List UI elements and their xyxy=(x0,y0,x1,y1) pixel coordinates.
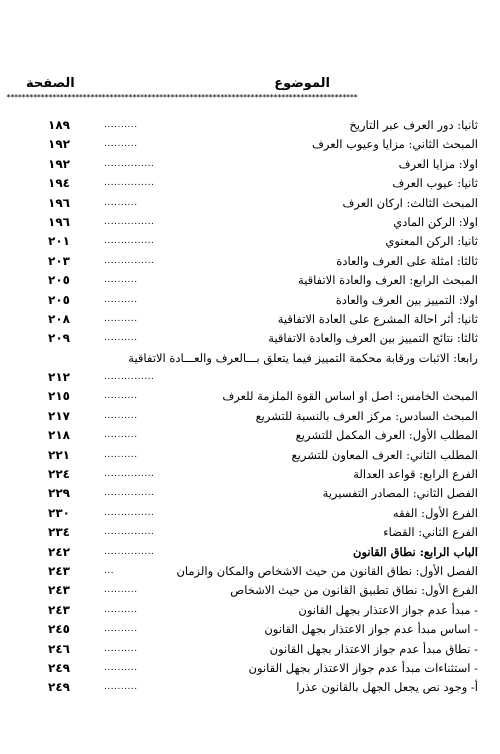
toc-entry-page-number: ٢٢١ xyxy=(48,447,70,462)
toc-entry xyxy=(0,581,500,600)
toc-entry-topic: الفرع الأول: الفقه xyxy=(392,505,478,520)
toc-entry-topic: المبحث الرابع: العرف والعادة الاتفاقية xyxy=(298,273,478,288)
toc-header xyxy=(24,72,480,94)
toc-entry-topic: اولا: مزايا العرف xyxy=(398,156,478,171)
toc-entry xyxy=(0,329,500,348)
toc-entry xyxy=(0,135,500,154)
topic-column-heading: الموضوع xyxy=(274,76,330,91)
toc-entry-page-number: ٢١٢ xyxy=(48,370,70,385)
toc-entry xyxy=(0,562,500,581)
toc-entry-topic: - استثناءات مبدأ عدم جواز الاعتذار بجهل القانون xyxy=(248,660,478,675)
toc-entry-topic: الفرع الثاني: القضاء xyxy=(383,525,478,540)
toc-entry-topic: المبحث الخامس: اصل او اساس القوة الملزمة للعرف xyxy=(222,389,478,404)
toc-entry xyxy=(0,310,500,329)
toc-entry xyxy=(0,174,500,193)
dot-leader: .......... xyxy=(104,197,138,208)
toc-entry xyxy=(0,155,500,174)
dot-leader: .......... xyxy=(104,643,138,654)
dot-leader: .......... xyxy=(104,430,138,441)
toc-entry-page-number: ٢٠٣ xyxy=(48,253,70,268)
toc-list xyxy=(0,116,500,698)
dot-leader: .......... xyxy=(104,604,138,615)
dot-leader: ............... xyxy=(104,236,155,247)
toc-entry xyxy=(0,543,500,562)
dot-leader: .......... xyxy=(104,585,138,596)
toc-entry-page-number: ٢٠٩ xyxy=(48,331,70,346)
toc-entry-topic: المطلب الأول: العرف المكمل للتشريع xyxy=(295,428,478,443)
toc-entry-page-number: ٢٤٢ xyxy=(48,544,70,559)
toc-entry xyxy=(0,349,500,388)
dot-leader: .......... xyxy=(104,391,138,402)
dot-leader: ............... xyxy=(104,372,155,383)
toc-entry-topic: اولا: التمييز بين العرف والعادة xyxy=(335,292,478,307)
toc-entry xyxy=(0,504,500,523)
toc-entry-page-number: ١٩٦ xyxy=(48,195,70,210)
toc-entry-topic: رابعا: الاثبات ورقابة محكمة التمييز فيما يتعلق بـــالعرف والعـــادة الاتفاقية xyxy=(128,350,478,365)
toc-entry-topic: أ- وجود نص يجعل الجهل بالقانون عذرا xyxy=(296,680,478,695)
toc-entry-topic: الفصل الأول: نطاق القانون من حيث الاشخاص والمكان والزمان xyxy=(176,564,478,578)
toc-entry-page-number: ٢١٨ xyxy=(48,428,70,443)
toc-entry-topic: المطلب الثاني: العرف المعاون للتشريع xyxy=(291,447,478,462)
toc-entry-topic: ثانيا: دور العرف عبر التاريخ xyxy=(349,118,478,132)
toc-entry-topic: اولا: الركن المادي xyxy=(393,214,478,229)
dot-leader: ............... xyxy=(104,216,155,227)
toc-entry xyxy=(0,387,500,406)
toc-entry xyxy=(0,465,500,484)
toc-entry-page-number: ٢١٧ xyxy=(48,408,70,423)
toc-entry-topic: المبحث الثالث: اركان العرف xyxy=(342,195,478,210)
toc-entry xyxy=(0,213,500,232)
toc-entry-topic: - اساس مبدأ عدم جواز الاعتذار بجهل القانون xyxy=(264,622,478,637)
dot-leader: ............... xyxy=(104,546,155,557)
toc-entry xyxy=(0,194,500,213)
toc-entry xyxy=(0,484,500,503)
dot-leader: .......... xyxy=(104,294,138,305)
toc-entry xyxy=(0,291,500,310)
toc-entry xyxy=(0,232,500,251)
toc-entry-topic: المبحث الثاني: مزايا وعيوب العرف xyxy=(311,137,478,152)
toc-entry-page-number: ٢٠٥ xyxy=(48,292,70,307)
toc-entry xyxy=(0,407,500,426)
toc-entry-page-number: ٢١٥ xyxy=(48,389,70,404)
toc-entry-topic: الفرع الرابع: قواعد العدالة xyxy=(353,467,478,482)
toc-entry-page-number: ٢٣٤ xyxy=(48,525,70,540)
dot-leader: ............... xyxy=(104,507,155,518)
dot-leader: .......... xyxy=(104,624,138,635)
toc-entry xyxy=(0,659,500,678)
toc-entry xyxy=(0,523,500,542)
toc-entry-topic: - نطاق مبدأ عدم جواز الاعتذار بجهل القانون xyxy=(269,641,478,656)
toc-entry-page-number: ٢٤٣ xyxy=(48,583,70,598)
toc-entry xyxy=(0,678,500,697)
dot-leader: .......... xyxy=(104,275,138,286)
dot-leader: ............... xyxy=(104,178,155,189)
toc-entry-page-number: ٢٠٨ xyxy=(48,311,70,326)
dot-leader: ... xyxy=(104,566,115,576)
toc-entry xyxy=(0,640,500,659)
toc-entry-page-number: ٢٢٤ xyxy=(48,467,70,482)
toc-entry-page-number: ٢٠١ xyxy=(48,234,70,249)
asterisk-divider: ******************************************************************************************** xyxy=(6,94,358,102)
toc-entry xyxy=(0,620,500,639)
dot-leader: .......... xyxy=(104,682,138,693)
toc-entry-page-number: ٢٤٣ xyxy=(48,602,70,617)
toc-entry xyxy=(0,446,500,465)
dot-leader: .......... xyxy=(104,449,138,460)
toc-entry xyxy=(0,271,500,290)
toc-entry-page-number: ١٩٦ xyxy=(48,214,70,229)
dot-leader: .......... xyxy=(104,313,138,324)
toc-entry-page-number: ٢٤٣ xyxy=(48,564,70,578)
dot-leader: .......... xyxy=(104,120,138,130)
toc-entry-page-number: ٢٤٥ xyxy=(48,622,70,637)
toc-entry-topic: ثانيا: الركن المعنوي xyxy=(385,234,478,249)
toc-entry-topic: ثالثا: نتائج التمييز بين العرف والعادة الاتفاقية xyxy=(268,331,478,346)
toc-entry-page-number: ٢٤٩ xyxy=(48,680,70,695)
toc-entry-topic: الباب الرابع: نطاق القانون xyxy=(353,544,478,559)
page-column-heading: الصفحة xyxy=(26,76,75,91)
toc-entry-page-number: ١٨٩ xyxy=(48,118,70,132)
toc-entry-topic: المبحث السادس: مركز العرف بالنسبة للتشريع xyxy=(255,408,478,423)
toc-entry-topic: الفصل الثاني: المصادر التفسيرية xyxy=(322,486,478,501)
toc-entry-page-number: ٢٢٩ xyxy=(48,486,70,501)
toc-entry xyxy=(0,426,500,445)
toc-entry-page-number: ٢٠٥ xyxy=(48,273,70,288)
dot-leader: ............... xyxy=(104,527,155,538)
toc-entry-page-number: ١٩٢ xyxy=(48,156,70,171)
toc-entry-page-number: ١٩٤ xyxy=(48,176,70,191)
toc-entry-page-number: ٢٤٩ xyxy=(48,660,70,675)
dot-leader: .......... xyxy=(104,139,138,150)
dot-leader: .......... xyxy=(104,410,138,421)
dot-leader: ............... xyxy=(104,158,155,169)
dot-leader: .......... xyxy=(104,333,138,344)
toc-entry-topic: ثانيا: أثر احالة المشرع على العادة الاتفاقية xyxy=(277,311,478,326)
toc-entry-page-number: ٢٣٠ xyxy=(48,505,70,520)
toc-entry-page-number: ١٩٢ xyxy=(48,137,70,152)
toc-entry-topic: الفرع الأول: نطاق تطبيق القانون من حيث الاشخاص xyxy=(230,583,478,598)
toc-entry-topic: ثانيا: عيوب العرف xyxy=(392,176,478,191)
toc-entry-topic: ثالثا: امثلة على العرف والعادة xyxy=(336,253,478,268)
toc-entry xyxy=(0,601,500,620)
dot-leader: ............... xyxy=(104,469,155,480)
toc-entry-page-number: ٢٤٦ xyxy=(48,641,70,656)
dot-leader: .......... xyxy=(104,662,138,673)
dot-leader: ............... xyxy=(104,255,155,266)
toc-entry-topic: - مبدأ عدم جواز الاعتذار بجهل القانون xyxy=(298,602,478,617)
dot-leader: ............... xyxy=(104,488,155,499)
toc-entry xyxy=(0,116,500,135)
toc-entry xyxy=(0,252,500,271)
